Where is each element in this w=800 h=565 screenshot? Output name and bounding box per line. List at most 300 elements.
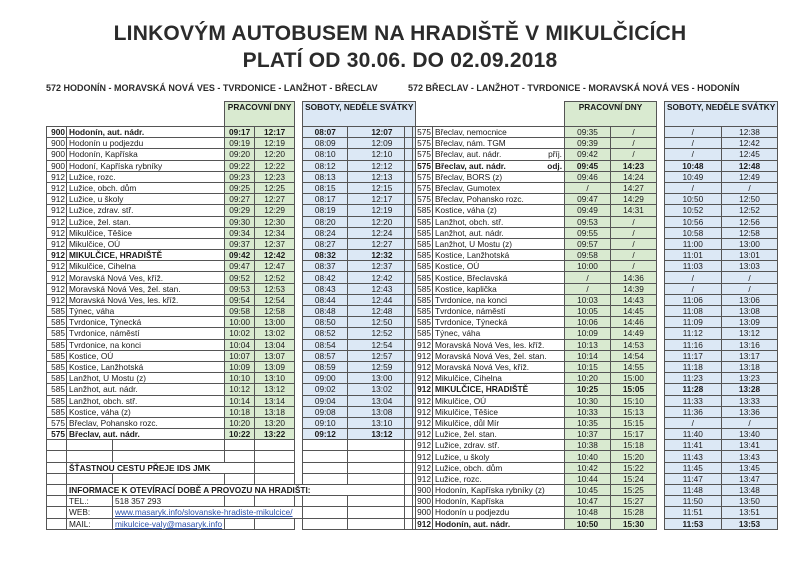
- weekend-time-2: 13:08: [348, 406, 416, 417]
- workday-time-1: 09:42: [225, 250, 255, 261]
- table-row: [405, 496, 778, 507]
- info-heading: INFORMACE K OTEVÍRACÍ DOBĚ A PROVOZU NA HRADIŠTI:: [67, 485, 416, 496]
- column-gap: [295, 160, 303, 171]
- workday-time-2: 12:27: [255, 194, 295, 205]
- weekend-time-1: 10:48: [665, 160, 722, 171]
- workday-time-1: 10:48: [565, 507, 611, 518]
- empty-cell: [47, 440, 67, 451]
- weekend-time-1: 11:12: [665, 328, 722, 339]
- empty-cell: [47, 507, 67, 518]
- row-marker: [405, 138, 413, 149]
- column-gap: [295, 205, 303, 216]
- weekend-time-2: /: [721, 417, 778, 428]
- line-number: 912: [413, 473, 433, 484]
- workday-time-1: 09:34: [225, 227, 255, 238]
- stop-name: Hodonín, Kapříska: [67, 149, 225, 160]
- line-number: 585: [47, 306, 67, 317]
- line-number: 575: [413, 138, 433, 149]
- web-link-cell: [113, 507, 303, 518]
- line-number: 912: [47, 227, 67, 238]
- weekend-time-1: /: [665, 127, 722, 138]
- stop-name: Tvrdonice, Týnecká: [67, 317, 225, 328]
- workday-time-1: 10:06: [565, 317, 611, 328]
- footer-row: [47, 462, 416, 473]
- weekend-time-2: 13:41: [721, 440, 778, 451]
- weekend-time-2: 12:57: [348, 350, 416, 361]
- weekend-time-1: 10:52: [665, 205, 722, 216]
- stop-name: Břeclav, Pohansko rozc.: [67, 417, 225, 428]
- footer-row: [47, 518, 416, 529]
- weekend-time-2: 13:04: [348, 395, 416, 406]
- workday-time-1: 09:37: [225, 238, 255, 249]
- line-number: 585: [47, 350, 67, 361]
- row-marker: [405, 194, 413, 205]
- row-marker: [405, 373, 413, 384]
- column-gap: [657, 339, 665, 350]
- stop-name: Kostice, váha (z): [67, 406, 225, 417]
- table-row: [405, 462, 778, 473]
- route-header-right: 572 BŘECLAV - LANŽHOT - TVRDONICE - MORAVSKÁ NOVÁ VES - HODONÍN: [408, 83, 740, 93]
- row-marker: [405, 171, 413, 182]
- workday-time-2: 15:27: [611, 496, 657, 507]
- weekend-time-1: 11:50: [665, 496, 722, 507]
- column-gap: [657, 451, 665, 462]
- column-gap: [295, 171, 303, 182]
- weekend-header: SOBOTY, NEDĚLE SVÁTKY: [665, 102, 778, 127]
- workday-time-1: 10:35: [565, 417, 611, 428]
- stop-name: Hodonín u podjezdu: [67, 138, 225, 149]
- weekend-time-2: 12:27: [348, 238, 416, 249]
- stop-wrap: [435, 317, 562, 327]
- workday-time-2: 12:19: [255, 138, 295, 149]
- row-marker: [405, 507, 413, 518]
- workday-time-1: 10:20: [565, 373, 611, 384]
- empty-cell: [113, 473, 225, 484]
- line-number: 585: [47, 328, 67, 339]
- row-marker: [405, 294, 413, 305]
- weekend-time-2: 13:18: [721, 361, 778, 372]
- workday-time-1: 09:47: [225, 261, 255, 272]
- workday-time-2: 14:24: [611, 171, 657, 182]
- weekend-time-2: 12:54: [348, 339, 416, 350]
- weekend-time-1: 11:23: [665, 373, 722, 384]
- column-gap: [657, 518, 665, 529]
- line-number: 912: [47, 272, 67, 283]
- weekend-time-1: 09:04: [303, 395, 348, 406]
- stop-name: Lužice, rozc.: [435, 473, 482, 484]
- row-marker: [405, 339, 413, 350]
- stop-name: Tvrdonice, náměstí: [67, 328, 225, 339]
- column-gap: [657, 496, 665, 507]
- stop-wrap: [435, 172, 562, 182]
- empty-cell: [225, 451, 255, 462]
- weekend-time-2: 13:17: [721, 350, 778, 361]
- column-gap: [657, 485, 665, 496]
- stop-wrap: [435, 418, 562, 428]
- row-marker: [405, 417, 413, 428]
- line-number: 585: [47, 339, 67, 350]
- column-gap: [295, 417, 303, 428]
- stop-name: Mikulčice, OÚ: [67, 238, 225, 249]
- workday-time-1: 10:14: [565, 350, 611, 361]
- weekend-time-1: /: [665, 417, 722, 428]
- table-row: [405, 317, 778, 328]
- column-gap: [657, 507, 665, 518]
- weekend-time-2: 13:10: [348, 417, 416, 428]
- weekend-time-1: 08:37: [303, 261, 348, 272]
- workday-time-1: 09:53: [565, 216, 611, 227]
- column-gap: [295, 194, 303, 205]
- workday-time-2: 12:34: [255, 227, 295, 238]
- stop-name: Břeclav, aut. nádr.: [67, 429, 225, 440]
- weekend-time-1: 11:41: [665, 440, 722, 451]
- web-link[interactable]: www.masaryk.info/slovanske-hradiste-mikulcice/: [115, 507, 293, 518]
- row-marker: [405, 160, 413, 171]
- empty-cell: [295, 440, 303, 451]
- empty-cell: [67, 451, 113, 462]
- table-row: [405, 361, 778, 372]
- stop-cell: [433, 194, 565, 205]
- column-gap: [295, 294, 303, 305]
- weekend-time-2: 13:00: [721, 238, 778, 249]
- row-marker: [405, 227, 413, 238]
- weekend-time-1: 08:32: [303, 250, 348, 261]
- line-number: 575: [413, 149, 433, 160]
- stop-name: Tvrdonice, Týnecká: [435, 317, 508, 328]
- weekend-time-2: 12:48: [348, 306, 416, 317]
- stop-name: Mikulčice, důl Mír: [435, 417, 500, 428]
- workday-time-1: 10:00: [225, 317, 255, 328]
- workday-time-2: 15:13: [611, 406, 657, 417]
- column-gap: [657, 216, 665, 227]
- weekend-time-2: 13:09: [721, 317, 778, 328]
- stop-wrap: [435, 340, 562, 350]
- weekend-time-2: 12:59: [348, 361, 416, 372]
- line-number: 585: [413, 216, 433, 227]
- weekend-time-2: 12:09: [348, 138, 416, 149]
- workday-time-2: 12:20: [255, 149, 295, 160]
- stop-cell: [433, 171, 565, 182]
- greeting-text: ŠŤASTNOU CESTU PŘEJE IDS JMK: [67, 462, 255, 473]
- weekend-time-2: 13:01: [721, 250, 778, 261]
- stop-cell: [433, 507, 565, 518]
- workday-time-2: 12:53: [255, 283, 295, 294]
- weekend-time-2: 13:43: [721, 451, 778, 462]
- stop-wrap: [435, 194, 562, 204]
- stop-name: Týnec, váha: [435, 328, 481, 339]
- empty-cell: [255, 496, 295, 507]
- weekend-time-2: 12:42: [721, 138, 778, 149]
- line-number: 585: [413, 238, 433, 249]
- empty-cell: [303, 451, 348, 462]
- table-row: [47, 227, 416, 238]
- stop-wrap: [435, 373, 562, 383]
- stop-cell: [433, 216, 565, 227]
- workday-time-1: 09:20: [225, 149, 255, 160]
- workday-time-1: 09:47: [565, 194, 611, 205]
- row-marker: [405, 485, 413, 496]
- stop-name: Břeclav, nám. TGM: [435, 138, 506, 149]
- workday-time-2: 15:30: [611, 518, 657, 529]
- stop-name: Tvrdonice, na konci: [67, 339, 225, 350]
- weekend-time-2: 12:17: [348, 194, 416, 205]
- stop-wrap: [435, 217, 562, 227]
- weekend-time-1: 08:50: [303, 317, 348, 328]
- workday-time-2: 12:54: [255, 294, 295, 305]
- weekend-time-1: 10:50: [665, 194, 722, 205]
- weekend-time-2: /: [721, 283, 778, 294]
- line-number: 912: [47, 171, 67, 182]
- row-marker: [405, 127, 413, 138]
- stop-wrap: [435, 183, 562, 193]
- weekend-time-1: 08:15: [303, 182, 348, 193]
- stop-cell: [433, 138, 565, 149]
- page-title: LINKOVÝM AUTOBUSEM NA HRADIŠTĚ V MIKULČICÍCH: [113, 22, 687, 45]
- line-number: 912: [47, 250, 67, 261]
- stop-wrap: [435, 463, 562, 473]
- weekend-time-1: /: [665, 283, 722, 294]
- workday-time-1: 09:49: [565, 205, 611, 216]
- stop-name: Lužice, žel. stan.: [67, 216, 225, 227]
- workday-time-2: /: [611, 216, 657, 227]
- stop-cell: [433, 149, 565, 160]
- workday-time-1: 09:53: [225, 283, 255, 294]
- mail-link[interactable]: mikulcice-valy@masaryk.info: [115, 518, 223, 529]
- weekend-time-2: 12:37: [348, 261, 416, 272]
- workday-time-2: 14:31: [611, 205, 657, 216]
- stop-name: Hodonín u podjezdu: [435, 507, 510, 518]
- column-gap: [295, 227, 303, 238]
- weekend-time-1: 10:58: [665, 227, 722, 238]
- timetable-hodonin-breclav: [46, 101, 416, 530]
- column-gap: [657, 361, 665, 372]
- line-number: 912: [47, 194, 67, 205]
- weekend-time-1: 08:12: [303, 160, 348, 171]
- weekend-time-2: 12:32: [348, 250, 416, 261]
- workday-time-1: /: [565, 182, 611, 193]
- table-row: [405, 328, 778, 339]
- workday-header: PRACOVNÍ DNY: [225, 102, 295, 127]
- empty-cell: [295, 496, 303, 507]
- column-gap: [657, 317, 665, 328]
- stop-wrap: [435, 362, 562, 372]
- workday-time-2: 14:49: [611, 328, 657, 339]
- workday-time-1: /: [565, 283, 611, 294]
- weekend-time-1: 11:40: [665, 429, 722, 440]
- weekend-time-2: 12:20: [348, 216, 416, 227]
- column-gap: [295, 328, 303, 339]
- table-row: [47, 138, 416, 149]
- stop-wrap: [435, 205, 562, 215]
- empty-cell: [225, 440, 255, 451]
- table-row: [47, 417, 416, 428]
- line-number: 900: [47, 160, 67, 171]
- workday-time-1: 09:39: [565, 138, 611, 149]
- stop-cell: [433, 462, 565, 473]
- tel-value-cell: 518 357 293: [113, 496, 225, 507]
- column-gap: [657, 149, 665, 160]
- empty-cell: [225, 518, 255, 529]
- weekend-time-2: 12:42: [348, 272, 416, 283]
- stop-name: Hodonín, Kapříska rybníky (z): [435, 485, 545, 496]
- table-row: [47, 149, 416, 160]
- empty-cell: [47, 496, 67, 507]
- stop-name: Lužice, u školy: [435, 451, 490, 462]
- column-gap: [295, 384, 303, 395]
- table-row: [47, 395, 416, 406]
- weekend-time-2: 12:15: [348, 182, 416, 193]
- weekend-time-1: 11:03: [665, 261, 722, 272]
- weekend-time-2: 12:10: [348, 149, 416, 160]
- stop-wrap: [435, 239, 562, 249]
- workday-time-1: 10:07: [225, 350, 255, 361]
- empty-cell: [295, 451, 303, 462]
- workday-time-1: 10:03: [565, 294, 611, 305]
- table-row: [47, 384, 416, 395]
- line-number: 575: [413, 127, 433, 138]
- row-marker: [405, 350, 413, 361]
- workday-time-1: 10:30: [565, 395, 611, 406]
- weekend-time-1: 09:08: [303, 406, 348, 417]
- column-gap: [295, 406, 303, 417]
- weekend-time-1: /: [665, 182, 722, 193]
- column-gap: [657, 429, 665, 440]
- stop-cell: [433, 384, 565, 395]
- table-row: [405, 429, 778, 440]
- workday-time-1: 09:29: [225, 205, 255, 216]
- empty-cell: [303, 518, 348, 529]
- workday-time-2: 13:10: [255, 373, 295, 384]
- weekend-time-2: 13:08: [721, 306, 778, 317]
- stop-name: Lanžhot, aut. nádr.: [435, 227, 504, 238]
- weekend-time-2: /: [721, 272, 778, 283]
- workday-time-2: /: [611, 138, 657, 149]
- row-marker: [405, 306, 413, 317]
- workday-time-2: 14:46: [611, 317, 657, 328]
- weekend-time-1: 10:49: [665, 171, 722, 182]
- stop-wrap: [435, 396, 562, 406]
- stop-wrap: [435, 440, 562, 450]
- workday-time-1: 09:17: [225, 127, 255, 138]
- line-number: 575: [413, 171, 433, 182]
- line-number: 912: [413, 395, 433, 406]
- column-gap: [295, 182, 303, 193]
- line-number: 585: [413, 306, 433, 317]
- line-number: 912: [413, 462, 433, 473]
- line-number: 575: [413, 194, 433, 205]
- table-row: [405, 238, 778, 249]
- table-row: [405, 250, 778, 261]
- stop-name: Břeclav, aut. nádr.: [435, 160, 506, 171]
- column-gap: [657, 406, 665, 417]
- column-gap: [657, 238, 665, 249]
- workday-time-1: 10:45: [565, 485, 611, 496]
- stop-cell: [433, 451, 565, 462]
- stop-name: Lužice, zdrav. stř.: [67, 205, 225, 216]
- stop-cell: [433, 205, 565, 216]
- stop-name: Kostice, OÚ: [435, 261, 480, 272]
- workday-time-1: 09:45: [565, 160, 611, 171]
- line-number: 585: [413, 317, 433, 328]
- column-gap: [295, 127, 303, 138]
- weekend-time-1: 09:02: [303, 384, 348, 395]
- line-number: 912: [413, 406, 433, 417]
- weekend-time-2: /: [721, 182, 778, 193]
- workday-time-1: 09:54: [225, 294, 255, 305]
- stop-wrap: [435, 261, 562, 271]
- empty-cell: [295, 518, 303, 529]
- line-number: 912: [47, 283, 67, 294]
- weekend-time-1: 08:48: [303, 306, 348, 317]
- table-row: [405, 149, 778, 160]
- workday-time-1: 10:02: [225, 328, 255, 339]
- workday-time-1: 10:12: [225, 384, 255, 395]
- tel-label: TEL.:: [67, 496, 113, 507]
- table-row: [405, 306, 778, 317]
- column-gap: [295, 306, 303, 317]
- line-number: 900: [413, 496, 433, 507]
- stop-cell: [433, 518, 565, 529]
- stop-name: Břeclav, BORS (z): [435, 171, 503, 182]
- weekend-time-2: 12:58: [721, 227, 778, 238]
- weekend-time-1: 08:19: [303, 205, 348, 216]
- table-row: [405, 507, 778, 518]
- line-number: 585: [413, 272, 433, 283]
- workday-time-1: 09:42: [565, 149, 611, 160]
- weekend-time-1: 11:33: [665, 395, 722, 406]
- workday-time-1: 09:22: [225, 160, 255, 171]
- row-marker: [405, 406, 413, 417]
- stop-wrap: [435, 138, 562, 148]
- table-row: [405, 440, 778, 451]
- row-marker: [405, 317, 413, 328]
- workday-time-2: 12:47: [255, 261, 295, 272]
- workday-time-2: 12:25: [255, 182, 295, 193]
- line-number: 912: [47, 216, 67, 227]
- stop-wrap: [435, 384, 562, 394]
- workday-time-2: /: [611, 261, 657, 272]
- line-number: 912: [47, 182, 67, 193]
- stop-wrap: [435, 149, 562, 159]
- line-number: 585: [47, 317, 67, 328]
- column-gap: [295, 361, 303, 372]
- line-number: 575: [413, 182, 433, 193]
- weekend-time-1: 11:53: [665, 518, 722, 529]
- row-marker: [405, 429, 413, 440]
- column-gap: [295, 238, 303, 249]
- stop-wrap: [435, 429, 562, 439]
- workday-time-2: 14:45: [611, 306, 657, 317]
- stop-name: Hodoní, Kapříska rybníky: [67, 160, 225, 171]
- stop-cell: [433, 395, 565, 406]
- stop-name: Týnec, váha: [67, 306, 225, 317]
- workday-time-2: 13:04: [255, 339, 295, 350]
- workday-time-2: 13:22: [255, 429, 295, 440]
- column-gap: [657, 395, 665, 406]
- weekend-time-1: 09:12: [303, 429, 348, 440]
- stop-name: Hodonín, aut. nádr.: [435, 518, 511, 529]
- workday-time-2: 12:52: [255, 272, 295, 283]
- workday-time-2: 12:17: [255, 127, 295, 138]
- stop-name: Břeclav, aut. nádr.: [435, 149, 502, 160]
- workday-time-1: 10:09: [565, 328, 611, 339]
- workday-time-1: 10:25: [565, 384, 611, 395]
- stop-name: Lanžhot, obch. stř.: [435, 216, 504, 227]
- workday-time-2: /: [611, 238, 657, 249]
- weekend-time-2: 13:45: [721, 462, 778, 473]
- stop-name: Mikulčice, Cihelna: [67, 261, 225, 272]
- workday-time-1: 10:22: [225, 429, 255, 440]
